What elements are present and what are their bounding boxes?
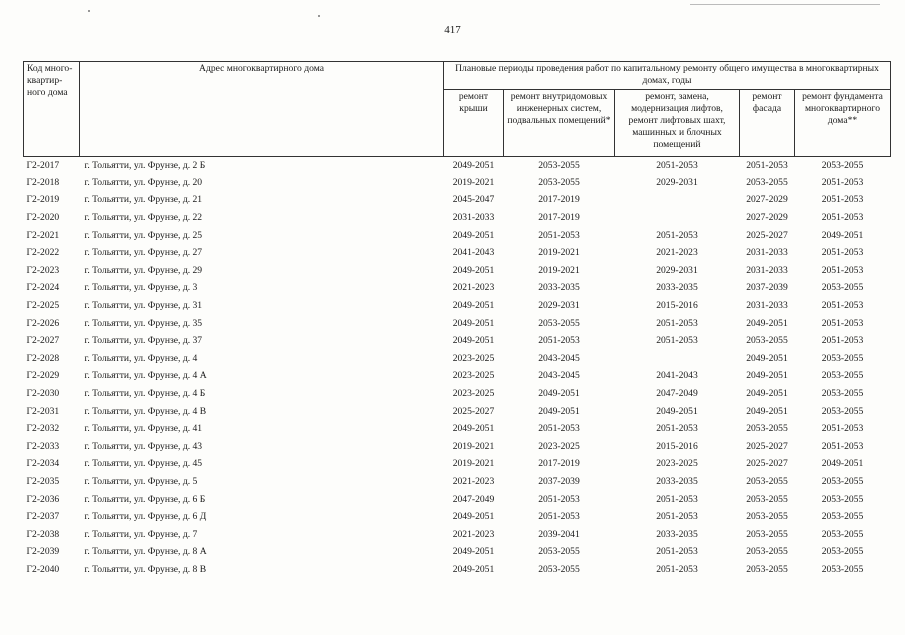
cell-systems-period: 2051-2053 xyxy=(538,229,580,241)
cell-house-code: Г2-2020 xyxy=(26,212,60,224)
cell-lifts-period: 2051-2053 xyxy=(656,423,698,435)
cell-lifts-period: 2015-2016 xyxy=(656,440,698,452)
cell-house-code: Г2-2021 xyxy=(26,229,60,241)
header-roof-repair: ремонт крыши xyxy=(444,89,504,156)
cell-foundation-period: 2053-2055 xyxy=(821,511,864,523)
cell-roof-period: 2049-2051 xyxy=(452,317,495,329)
cell-address: г. Тольятти, ул. Фрунзе, д. 45 xyxy=(84,458,203,470)
cell-roof-period: 2023-2025 xyxy=(452,352,495,364)
cell-facade-period: 2049-2051 xyxy=(746,388,788,400)
cell-lifts-period xyxy=(615,192,740,210)
cell-house-code: Г2-2035 xyxy=(26,475,60,487)
cell-house-code: Г2-2022 xyxy=(26,247,60,259)
cell-lifts-period: 2049-2051 xyxy=(656,405,698,417)
cell-facade-period: 2053-2055 xyxy=(746,528,788,540)
cell-lifts-period: 2051-2053 xyxy=(656,335,698,347)
table-row xyxy=(24,315,891,333)
cell-systems-period: 2049-2051 xyxy=(538,405,580,417)
cell-roof-period: 2019-2021 xyxy=(452,440,495,452)
cell-address: г. Тольятти, ул. Фрунзе, д. 7 xyxy=(84,528,198,540)
cell-facade-period: 2037-2039 xyxy=(746,282,788,294)
cell-facade-period: 2049-2051 xyxy=(746,405,788,417)
cell-roof-period: 2049-2051 xyxy=(452,511,495,523)
cell-lifts-period: 2051-2053 xyxy=(656,159,698,171)
page-number: 417 xyxy=(444,24,461,36)
cell-foundation-period: 2049-2051 xyxy=(821,229,864,241)
cell-house-code: Г2-2039 xyxy=(26,546,60,558)
cell-roof-period: 2049-2051 xyxy=(452,264,495,276)
cell-foundation-period: 2053-2055 xyxy=(821,528,864,540)
cell-facade-period: 2053-2055 xyxy=(746,423,788,435)
table-row xyxy=(24,385,891,403)
cell-house-code: Г2-2030 xyxy=(26,388,60,400)
cell-facade-period: 2053-2055 xyxy=(746,546,788,558)
cell-house-code: Г2-2029 xyxy=(26,370,60,382)
cell-address: г. Тольятти, ул. Фрунзе, д. 35 xyxy=(84,317,203,329)
cell-facade-period: 2049-2051 xyxy=(746,352,788,364)
cell-address: г. Тольятти, ул. Фрунзе, д. 8 А xyxy=(84,546,207,558)
cell-address: г. Тольятти, ул. Фрунзе, д. 27 xyxy=(84,247,203,259)
cell-lifts-period: 2015-2016 xyxy=(656,300,698,312)
cell-foundation-period: 2051-2053 xyxy=(821,335,864,347)
cell-foundation-period: 2051-2053 xyxy=(821,176,864,188)
cell-foundation-period: 2053-2055 xyxy=(821,493,864,505)
cell-facade-period: 2025-2027 xyxy=(746,229,788,241)
cell-address: г. Тольятти, ул. Фрунзе, д. 29 xyxy=(84,264,203,276)
header-lift-repair: ремонт, замена, модернизация лифтов, ремонт лифтовых шахт, машинных и блочных помещений xyxy=(615,89,740,156)
cell-lifts-period xyxy=(615,209,740,227)
cell-foundation-period: 2051-2053 xyxy=(821,317,864,329)
cell-lifts-period: 2023-2025 xyxy=(656,458,698,470)
cell-systems-period: 2017-2019 xyxy=(538,212,580,224)
table-row xyxy=(24,174,891,192)
cell-foundation-period: 2053-2055 xyxy=(821,405,864,417)
header-facade-repair: ремонт фасада xyxy=(740,89,795,156)
cell-address: г. Тольятти, ул. Фрунзе, д. 31 xyxy=(84,300,203,312)
cell-systems-period: 2033-2035 xyxy=(538,282,580,294)
table-row xyxy=(24,368,891,386)
cell-systems-period: 2051-2053 xyxy=(538,335,580,347)
cell-address: г. Тольятти, ул. Фрунзе, д. 20 xyxy=(84,176,203,188)
cell-roof-period: 2049-2051 xyxy=(452,300,495,312)
cell-systems-period: 2053-2055 xyxy=(538,176,580,188)
cell-systems-period: 2053-2055 xyxy=(538,546,580,558)
cell-systems-period: 2043-2045 xyxy=(538,352,580,364)
header-systems-repair: ремонт внутридомовых инженерных систем, подвальных помещений* xyxy=(504,89,615,156)
cell-roof-period: 2045-2047 xyxy=(452,194,495,206)
cell-facade-period: 2031-2033 xyxy=(746,300,788,312)
cell-systems-period: 2051-2053 xyxy=(538,511,580,523)
cell-house-code: Г2-2019 xyxy=(26,194,60,206)
cell-roof-period: 2019-2021 xyxy=(452,176,495,188)
cell-lifts-period: 2029-2031 xyxy=(656,264,698,276)
cell-address: г. Тольятти, ул. Фрунзе, д. 41 xyxy=(84,423,203,435)
cell-systems-period: 2053-2055 xyxy=(538,317,580,329)
cell-roof-period: 2019-2021 xyxy=(452,458,495,470)
cell-address: г. Тольятти, ул. Фрунзе, д. 21 xyxy=(84,194,203,206)
cell-roof-period: 2049-2051 xyxy=(452,159,495,171)
cell-address: г. Тольятти, ул. Фрунзе, д. 4 А xyxy=(84,370,207,382)
cell-lifts-period: 2051-2053 xyxy=(656,511,698,523)
cell-house-code: Г2-2025 xyxy=(26,300,60,312)
cell-foundation-period: 2053-2055 xyxy=(821,388,864,400)
cell-foundation-period: 2051-2053 xyxy=(821,440,864,452)
cell-facade-period: 2031-2033 xyxy=(746,247,788,259)
cell-address: г. Тольятти, ул. Фрунзе, д. 43 xyxy=(84,440,203,452)
cell-lifts-period: 2021-2023 xyxy=(656,247,698,259)
table-row xyxy=(24,473,891,491)
cell-address: г. Тольятти, ул. Фрунзе, д. 8 В xyxy=(84,563,207,575)
table-row xyxy=(24,403,891,421)
cell-roof-period: 2023-2025 xyxy=(452,370,495,382)
cell-house-code: Г2-2028 xyxy=(26,352,60,364)
table-row xyxy=(24,544,891,562)
cell-lifts-period: 2051-2053 xyxy=(656,563,698,575)
cell-facade-period: 2031-2033 xyxy=(746,264,788,276)
table-row xyxy=(24,526,891,544)
table-body xyxy=(24,157,891,579)
cell-foundation-period: 2053-2055 xyxy=(821,546,864,558)
cell-systems-period: 2017-2019 xyxy=(538,458,580,470)
scan-top-rule xyxy=(690,4,880,5)
cell-house-code: Г2-2017 xyxy=(26,159,60,171)
cell-house-code: Г2-2033 xyxy=(26,440,60,452)
cell-foundation-period: 2053-2055 xyxy=(821,475,864,487)
header-house-code: Код много-квартир-ного дома xyxy=(24,62,80,157)
cell-house-code: Г2-2036 xyxy=(26,493,60,505)
cell-facade-period: 2051-2053 xyxy=(746,159,788,171)
table-row xyxy=(24,561,891,579)
cell-address: г. Тольятти, ул. Фрунзе, д. 6 Б xyxy=(84,493,206,505)
cell-facade-period: 2049-2051 xyxy=(746,370,788,382)
cell-house-code: Г2-2037 xyxy=(26,511,60,523)
table-row xyxy=(24,350,891,368)
cell-roof-period: 2041-2043 xyxy=(452,247,495,259)
cell-roof-period: 2021-2023 xyxy=(452,528,495,540)
cell-systems-period: 2037-2039 xyxy=(538,475,580,487)
cell-roof-period: 2025-2027 xyxy=(452,405,495,417)
cell-facade-period: 2053-2055 xyxy=(746,176,788,188)
table-row xyxy=(24,227,891,245)
cell-facade-period: 2053-2055 xyxy=(746,563,788,575)
cell-house-code: Г2-2040 xyxy=(26,563,60,575)
cell-house-code: Г2-2038 xyxy=(26,528,60,540)
cell-roof-period: 2049-2051 xyxy=(452,229,495,241)
cell-systems-period: 2039-2041 xyxy=(538,528,580,540)
cell-systems-period: 2049-2051 xyxy=(538,388,580,400)
table-row xyxy=(24,438,891,456)
cell-systems-period: 2029-2031 xyxy=(538,300,580,312)
scan-speck xyxy=(88,10,90,12)
cell-foundation-period: 2053-2055 xyxy=(821,563,864,575)
cell-foundation-period: 2051-2053 xyxy=(821,194,864,206)
table-row xyxy=(24,332,891,350)
cell-lifts-period: 2033-2035 xyxy=(656,528,698,540)
cell-address: г. Тольятти, ул. Фрунзе, д. 22 xyxy=(84,212,203,224)
cell-systems-period: 2023-2025 xyxy=(538,440,580,452)
header-foundation-repair: ремонт фундамента многоквартирного дома** xyxy=(795,89,891,156)
cell-facade-period: 2027-2029 xyxy=(746,212,788,224)
table-row xyxy=(24,508,891,526)
cell-roof-period: 2047-2049 xyxy=(452,493,495,505)
cell-address: г. Тольятти, ул. Фрунзе, д. 2 Б xyxy=(84,159,206,171)
cell-lifts-period: 2051-2053 xyxy=(656,317,698,329)
table-row xyxy=(24,280,891,298)
cell-systems-period: 2051-2053 xyxy=(538,493,580,505)
cell-facade-period: 2053-2055 xyxy=(746,511,788,523)
table-row xyxy=(24,456,891,474)
cell-systems-period: 2053-2055 xyxy=(538,159,580,171)
cell-house-code: Г2-2026 xyxy=(26,317,60,329)
cell-systems-period: 2019-2021 xyxy=(538,247,580,259)
cell-lifts-period: 2041-2043 xyxy=(656,370,698,382)
cell-house-code: Г2-2018 xyxy=(26,176,60,188)
table-row xyxy=(24,420,891,438)
table-row xyxy=(24,491,891,509)
cell-foundation-period: 2053-2055 xyxy=(821,352,864,364)
cell-address: г. Тольятти, ул. Фрунзе, д. 6 Д xyxy=(84,511,207,523)
cell-foundation-period: 2051-2053 xyxy=(821,423,864,435)
cell-house-code: Г2-2032 xyxy=(26,423,60,435)
cell-facade-period: 2027-2029 xyxy=(746,194,788,206)
table-row xyxy=(24,157,891,175)
cell-address: г. Тольятти, ул. Фрунзе, д. 4 В xyxy=(84,405,207,417)
cell-foundation-period: 2051-2053 xyxy=(821,264,864,276)
table-row xyxy=(24,209,891,227)
cell-roof-period: 2031-2033 xyxy=(452,212,495,224)
cell-address: г. Тольятти, ул. Фрунзе, д. 3 xyxy=(84,282,198,294)
cell-facade-period: 2025-2027 xyxy=(746,458,788,470)
header-planned-periods: Плановые периоды проведения работ по капитальному ремонту общего имущества в многоквартирных домах, годы xyxy=(444,62,891,90)
cell-roof-period: 2023-2025 xyxy=(452,388,495,400)
scan-speck xyxy=(318,15,320,17)
cell-address: г. Тольятти, ул. Фрунзе, д. 25 xyxy=(84,229,203,241)
cell-roof-period: 2049-2051 xyxy=(452,335,495,347)
cell-systems-period: 2043-2045 xyxy=(538,370,580,382)
cell-roof-period: 2049-2051 xyxy=(452,546,495,558)
cell-foundation-period: 2053-2055 xyxy=(821,159,864,171)
cell-facade-period: 2053-2055 xyxy=(746,493,788,505)
cell-house-code: Г2-2024 xyxy=(26,282,60,294)
cell-systems-period: 2051-2053 xyxy=(538,423,580,435)
cell-facade-period: 2053-2055 xyxy=(746,475,788,487)
cell-systems-period: 2017-2019 xyxy=(538,194,580,206)
cell-facade-period: 2049-2051 xyxy=(746,317,788,329)
cell-lifts-period: 2047-2049 xyxy=(656,388,698,400)
cell-foundation-period: 2049-2051 xyxy=(821,458,864,470)
cell-house-code: Г2-2023 xyxy=(26,264,60,276)
cell-lifts-period: 2051-2053 xyxy=(656,229,698,241)
cell-systems-period: 2053-2055 xyxy=(538,563,580,575)
cell-foundation-period: 2053-2055 xyxy=(821,370,864,382)
cell-lifts-period: 2033-2035 xyxy=(656,282,698,294)
cell-lifts-period: 2051-2053 xyxy=(656,493,698,505)
cell-address: г. Тольятти, ул. Фрунзе, д. 5 xyxy=(84,475,198,487)
table-row xyxy=(24,244,891,262)
cell-roof-period: 2021-2023 xyxy=(452,475,495,487)
cell-facade-period: 2053-2055 xyxy=(746,335,788,347)
cell-lifts-period: 2029-2031 xyxy=(656,176,698,188)
repair-schedule-table xyxy=(23,61,891,579)
cell-address: г. Тольятти, ул. Фрунзе, д. 37 xyxy=(84,335,203,347)
header-address: Адрес многоквартирного дома xyxy=(80,62,444,157)
cell-foundation-period: 2053-2055 xyxy=(821,282,864,294)
table-row xyxy=(24,297,891,315)
cell-house-code: Г2-2027 xyxy=(26,335,60,347)
cell-foundation-period: 2051-2053 xyxy=(821,247,864,259)
cell-systems-period: 2019-2021 xyxy=(538,264,580,276)
table-row xyxy=(24,262,891,280)
cell-house-code: Г2-2031 xyxy=(26,405,60,417)
cell-facade-period: 2025-2027 xyxy=(746,440,788,452)
cell-lifts-period: 2051-2053 xyxy=(656,546,698,558)
cell-lifts-period: 2033-2035 xyxy=(656,475,698,487)
cell-foundation-period: 2051-2053 xyxy=(821,300,864,312)
table-row xyxy=(24,192,891,210)
cell-house-code: Г2-2034 xyxy=(26,458,60,470)
cell-roof-period: 2049-2051 xyxy=(452,423,495,435)
cell-address: г. Тольятти, ул. Фрунзе, д. 4 Б xyxy=(84,388,206,400)
cell-address: г. Тольятти, ул. Фрунзе, д. 4 xyxy=(84,352,198,364)
cell-lifts-period xyxy=(615,350,740,368)
cell-foundation-period: 2051-2053 xyxy=(821,212,864,224)
cell-roof-period: 2021-2023 xyxy=(452,282,495,294)
cell-roof-period: 2049-2051 xyxy=(452,563,495,575)
